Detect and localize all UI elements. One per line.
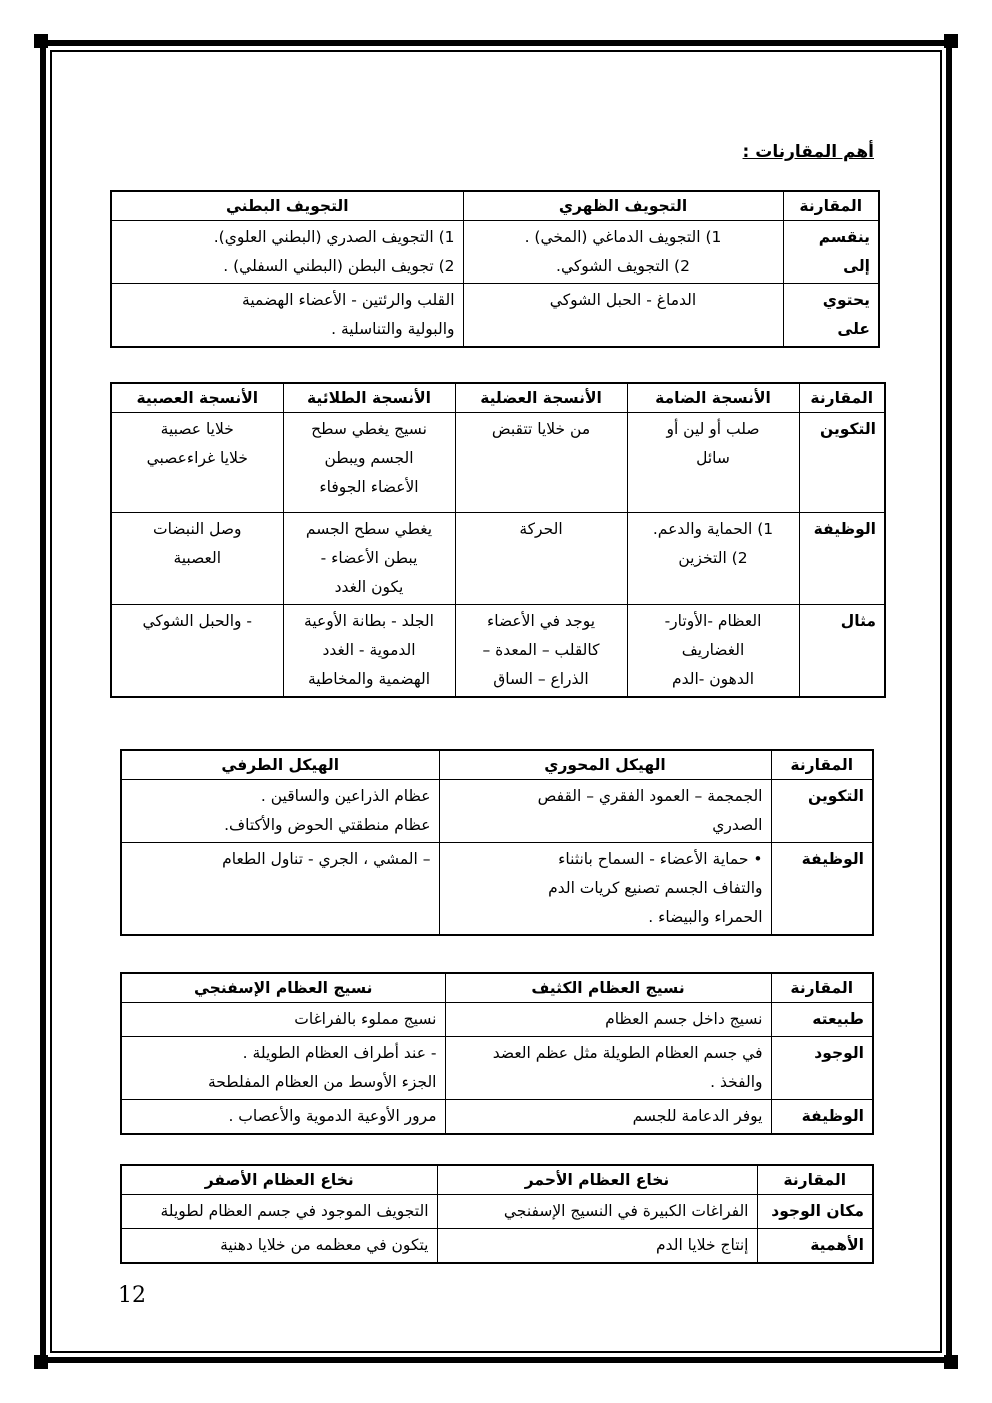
table-cell-line: نسيج مملوء بالفراغات [294,1010,437,1028]
border-corner [34,34,48,48]
table-header-row [121,973,873,1003]
table-row [121,1037,873,1100]
table-row [111,605,885,698]
row-label-line: الوظيفة [801,1107,864,1125]
table-row [121,843,873,936]
table-cell-line: نسيج داخل جسم العظام [605,1010,763,1028]
column-header: التجويف الظهري [463,191,783,221]
row-label [771,780,873,843]
table-row [111,221,879,284]
table-cell [111,221,463,284]
table-header-row [111,191,879,221]
row-label-line: ينقسم إلى [818,228,870,275]
table-cell-line: 1) التجويف الصدري (البطني العلوي). [213,228,455,246]
row-label-line: الوظيفة [801,850,864,868]
table-cell-line: الصدري [712,816,763,834]
table-cell [445,1037,771,1100]
table-cell-line: 1) التجويف الدماغي (المخي) . [524,228,722,246]
table-cell-line: الجزء الأوسط من العظام المفلطحة [207,1073,437,1091]
table-cell-line: العظام -الأوتار- [664,612,762,630]
row-label-line: التكوين [808,787,864,805]
table-cell [111,513,283,605]
table-cell-line: - عند أطراف العظام الطويلة . [242,1044,437,1062]
table-cell-line: – المشي ، الجري - تناول الطعام [222,850,431,868]
row-label-line: مكان الوجود [771,1202,864,1220]
row-label [799,413,885,513]
table-cell-line: الدماغ - الحبل الشوكي [549,291,697,309]
table-cell-line: خلايا غراءعصبي [146,449,248,467]
column-header: المقارنة [771,973,873,1003]
comparison-table-body-cavities [110,190,880,348]
table-header-row [111,383,885,413]
table-cell-line: عظام منطقتي الحوض والأكتاف. [224,816,431,834]
row-label-line: التكوين [820,420,876,438]
table-cell-line: 2) التخزين [678,549,748,567]
comparison-table-bone-tissue [120,972,874,1135]
table-cell [627,413,799,513]
table-cell [437,1229,757,1264]
table-cell-line: الهضمية والمخاطية [307,670,431,688]
table-cell-line: نسيج يغطي سطح [311,420,427,438]
table-cell-line: خلايا عصبية [160,420,234,438]
border-corner [944,34,958,48]
table-cell [627,513,799,605]
table-cell-line: الجلد - بطانة الأوعية [304,612,434,630]
table-cell [111,605,283,698]
column-header: المقارنة [799,383,885,413]
table-cell-line: العصبية [173,549,222,567]
row-label [771,1003,873,1037]
comparison-table-bone-marrow [120,1164,874,1264]
comparison-table-skeleton [120,749,874,936]
table-cell [121,1003,445,1037]
row-label [757,1229,873,1264]
table-cell-line: كالقلب – المعدة – [482,641,600,659]
column-header: الهيكل الطرفي [121,750,439,780]
table-cell [121,1037,445,1100]
row-label [799,513,885,605]
table-row [111,284,879,348]
table-header-row [121,750,873,780]
table-cell [283,413,455,513]
table-cell-line: الجسم ويبطن [324,449,414,467]
column-header: الأنسجة العضلية [455,383,627,413]
column-header: نسيج العظام الكثيف [445,973,771,1003]
table-cell-line: 2) التجويف الشوكي. [556,257,690,275]
row-label [757,1195,873,1229]
table-cell [121,1100,445,1135]
row-label [771,1037,873,1100]
table-cell-line: يوفر الدعامة للجسم [632,1107,763,1125]
row-label-line: مثال [840,612,876,630]
table-cell [455,605,627,698]
table-cell [121,780,439,843]
table-cell [121,1195,437,1229]
table-cell [111,413,283,513]
table-cell-line: من خلايا تتقبض [491,420,591,438]
table-cell-line: الغضاريف [681,641,745,659]
page-heading: أهم المقارنات : [742,142,874,162]
table-cell [121,843,439,936]
table-cell [437,1195,757,1229]
table-row [111,513,885,605]
table-cell-line: الحركة [519,520,563,538]
column-header: التجويف البطني [111,191,463,221]
table-cell-line: • حماية الأعضاء - السماح بانثناء [558,850,763,868]
table-cell-line: يكون الغدد [334,578,404,596]
comparison-table-tissues [110,382,886,698]
table-cell-line: وصل النبضات [153,520,242,538]
row-label [799,605,885,698]
page-number: 12 [118,1283,146,1308]
table-cell-line: الدهون -الدم [671,670,754,688]
row-label-line: الوجود [814,1044,864,1062]
table-cell-line: الذراع – الساق [493,670,589,688]
table-cell-line: 1) الحماية والدعم. [652,520,774,538]
table-cell-line: مرور الأوعية الدموية والأعصاب . [228,1107,437,1125]
table-cell [445,1100,771,1135]
table-cell-line: يتكون في معظمه من خلايا دهنية [220,1236,429,1254]
table-cell [463,284,783,348]
table-row [121,1195,873,1229]
table-cell-line: إنتاج خلايا الدم [655,1236,749,1254]
row-label-line: الأهمية [810,1236,864,1254]
table-cell [111,284,463,348]
table-cell-line: يبطن الأعضاء - [320,549,418,567]
table-cell-line: والبولية والتناسلية . [331,320,455,338]
column-header: نسيج العظام الإسفنجي [121,973,445,1003]
column-header: الأنسجة الطلائية [283,383,455,413]
table-cell-line: والفخذ . [710,1073,763,1091]
table-cell [439,780,771,843]
table-cell-line: التجويف الموجود في جسم العظام لطويلة [160,1202,429,1220]
column-header: الأنسجة العصبية [111,383,283,413]
table-cell-line: القلب والرئتين - الأعضاء الهضمية [242,291,455,309]
table-cell [455,413,627,513]
table-cell-line: 2) تجويف البطن (البطني السفلي) . [223,257,455,275]
table-row [121,1100,873,1135]
table-cell [627,605,799,698]
table-cell-line: - والحبل الشوكي [142,612,253,630]
table-cell [445,1003,771,1037]
border-corner [944,1355,958,1369]
table-cell-line: الجمجمة – العمود الفقري – القفص [537,787,763,805]
row-label [771,843,873,936]
column-header: نخاع العظام الأحمر [437,1165,757,1195]
table-cell-line: في جسم العظام الطويلة مثل عظم العضد [492,1044,763,1062]
table-cell [283,513,455,605]
table-cell [283,605,455,698]
table-header-row [121,1165,873,1195]
table-cell [455,513,627,605]
column-header: المقارنة [757,1165,873,1195]
table-cell [463,221,783,284]
table-cell-line: يغطي سطح الجسم [305,520,433,538]
column-header: المقارنة [783,191,879,221]
table-cell [439,843,771,936]
row-label [783,221,879,284]
row-label [783,284,879,348]
table-cell-line: الفراغات الكبيرة في النسيج الإسفنجي [503,1202,749,1220]
table-cell-line: صلب أو لين أو [666,420,760,438]
column-header: نخاع العظام الأصفر [121,1165,437,1195]
table-row [111,413,885,513]
column-header: المقارنة [771,750,873,780]
table-cell-line: الدموية - الغدد [322,641,416,659]
row-label-line: يحتوي [822,291,870,309]
row-label-line: الوظيفة [813,520,876,538]
table-cell [121,1229,437,1264]
row-label-line: على [837,320,870,338]
table-cell-line: الحمراء والبيضاء . [648,908,763,926]
table-row [121,1229,873,1264]
table-cell-line: يوجد في الأعضاء [486,612,596,630]
column-header: الأنسجة الضامة [627,383,799,413]
table-cell-line: الأعضاء الجوفاء [319,478,419,496]
row-label [771,1100,873,1135]
column-header: الهيكل المحوري [439,750,771,780]
row-label-line: طبيعته [812,1010,864,1028]
table-cell-line: عظام الذراعين والساقين . [260,787,431,805]
table-cell-line: والتفاف الجسم تصنيع كريات الدم [548,879,763,897]
table-row [121,780,873,843]
table-row [121,1003,873,1037]
table-cell-line: سائل [696,449,730,467]
border-corner [34,1355,48,1369]
